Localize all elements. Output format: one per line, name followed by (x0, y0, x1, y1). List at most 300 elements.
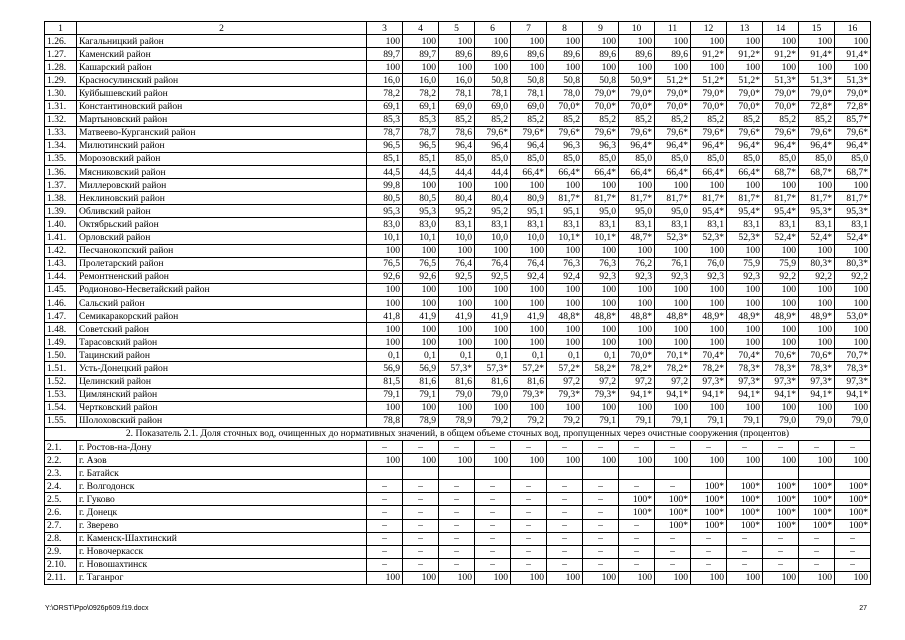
row-number: 1.50. (45, 349, 77, 362)
value-cell: – (799, 532, 835, 545)
value-cell: 100 (511, 454, 547, 467)
value-cell: 89,6 (511, 48, 547, 61)
value-cell: 79,6* (547, 126, 583, 139)
value-cell: 100 (799, 323, 835, 336)
value-cell: 85,0 (619, 152, 655, 165)
value-cell: 100 (403, 454, 439, 467)
table-body (45, 22, 871, 585)
value-cell: – (835, 558, 871, 571)
value-cell: 79,1 (727, 414, 763, 427)
value-cell: 0,1 (367, 349, 403, 362)
value-cell: 70,0* (763, 100, 799, 113)
value-cell: 10,1 (403, 231, 439, 244)
value-cell: 100 (547, 283, 583, 296)
value-cell: 100* (763, 480, 799, 493)
value-cell: 96,4* (763, 139, 799, 152)
value-cell: 76,0 (691, 257, 727, 270)
value-cell: 100 (439, 283, 475, 296)
value-cell: 100 (799, 244, 835, 257)
value-cell: 85,3 (367, 113, 403, 126)
row-number: 1.47. (45, 310, 77, 323)
value-cell: 100 (655, 401, 691, 414)
value-cell (403, 467, 439, 480)
value-cell: 85,2 (511, 113, 547, 126)
value-cell: 85,2 (547, 113, 583, 126)
value-cell: – (439, 506, 475, 519)
row-number: 1.26. (45, 35, 77, 48)
table-row (45, 323, 871, 336)
row-number: 1.34. (45, 139, 77, 152)
value-cell: 68,7* (763, 166, 799, 179)
value-cell: – (547, 480, 583, 493)
value-cell: 0,1 (403, 349, 439, 362)
value-cell: – (403, 532, 439, 545)
value-cell: 81,7* (655, 192, 691, 205)
value-cell: – (655, 441, 691, 454)
value-cell: 89,7 (367, 48, 403, 61)
value-cell: 81,7* (619, 192, 655, 205)
value-cell: 100* (799, 519, 835, 532)
value-cell: 100 (367, 61, 403, 74)
value-cell: – (619, 532, 655, 545)
value-cell: 41,8 (367, 310, 403, 323)
value-cell: 100 (583, 454, 619, 467)
value-cell: 66,4* (511, 166, 547, 179)
header-cell: 1 (45, 22, 77, 35)
row-name: г. Донецк (77, 506, 367, 519)
value-cell: 94,1* (763, 388, 799, 401)
value-cell: 85,1 (403, 152, 439, 165)
value-cell: 79,6* (511, 126, 547, 139)
value-cell: 100 (727, 179, 763, 192)
row-name: г. Батайск (77, 467, 367, 480)
value-cell: 79,1 (655, 414, 691, 427)
value-cell: 70,4* (691, 349, 727, 362)
value-cell: 94,1* (835, 388, 871, 401)
value-cell: 78,0 (547, 87, 583, 100)
value-cell: 66,4* (583, 166, 619, 179)
value-cell: 100 (691, 35, 727, 48)
value-cell: – (403, 493, 439, 506)
row-number: 1.45. (45, 283, 77, 296)
value-cell: 100 (583, 571, 619, 584)
value-cell: 95,3 (403, 205, 439, 218)
table-row (45, 283, 871, 296)
value-cell: 72,8* (835, 100, 871, 113)
value-cell: 89,6 (547, 48, 583, 61)
table-row (45, 467, 871, 480)
value-cell: 79,0* (835, 87, 871, 100)
value-cell: 50,8 (583, 74, 619, 87)
value-cell: 100* (655, 506, 691, 519)
row-number: 2.9. (45, 545, 77, 558)
row-number: 1.38. (45, 192, 77, 205)
value-cell: 0,1 (547, 349, 583, 362)
row-number: 1.28. (45, 61, 77, 74)
table-row (45, 126, 871, 139)
value-cell: 56,9 (403, 362, 439, 375)
value-cell: 100 (763, 283, 799, 296)
value-cell: 76,3 (583, 257, 619, 270)
value-cell: 76,3 (547, 257, 583, 270)
value-cell: 100* (763, 506, 799, 519)
table-row (45, 152, 871, 165)
table-row (45, 179, 871, 192)
value-cell: 85,0 (763, 152, 799, 165)
value-cell: 100 (439, 296, 475, 309)
value-cell: 10,1* (583, 231, 619, 244)
section-row (45, 427, 871, 440)
value-cell: 78,9 (439, 414, 475, 427)
value-cell: 57,2* (547, 362, 583, 375)
row-name: Чертковский район (77, 401, 367, 414)
value-cell: 79,6* (691, 126, 727, 139)
value-cell: – (367, 480, 403, 493)
value-cell: 79,1 (619, 414, 655, 427)
header-cell: 6 (475, 22, 511, 35)
value-cell: 78,2* (655, 362, 691, 375)
value-cell: 100 (475, 244, 511, 257)
value-cell: 100 (763, 296, 799, 309)
value-cell: 100 (403, 35, 439, 48)
value-cell: – (439, 545, 475, 558)
value-cell: 85,2 (475, 113, 511, 126)
value-cell: – (655, 558, 691, 571)
value-cell: 100 (475, 283, 511, 296)
value-cell: 100* (655, 519, 691, 532)
row-number: 1.43. (45, 257, 77, 270)
value-cell: 85,2 (619, 113, 655, 126)
value-cell: – (835, 441, 871, 454)
value-cell: 100 (511, 323, 547, 336)
value-cell: 76,4 (439, 257, 475, 270)
row-name: Кашарский район (77, 61, 367, 74)
table-row (45, 388, 871, 401)
row-number: 1.55. (45, 414, 77, 427)
value-cell: 48,9* (763, 310, 799, 323)
value-cell: 57,2* (511, 362, 547, 375)
row-number: 2.6. (45, 506, 77, 519)
value-cell: 70,1* (655, 349, 691, 362)
value-cell: 100* (691, 519, 727, 532)
value-cell: 10,1* (547, 231, 583, 244)
table-row (45, 113, 871, 126)
value-cell: 100 (619, 323, 655, 336)
value-cell: 89,6 (475, 48, 511, 61)
value-cell: 78,1 (511, 87, 547, 100)
value-cell: 95,3* (799, 205, 835, 218)
row-name: Константиновский район (77, 100, 367, 113)
value-cell: 78,3* (799, 362, 835, 375)
value-cell: 0,1 (511, 349, 547, 362)
value-cell: – (835, 532, 871, 545)
value-cell: 100 (583, 401, 619, 414)
value-cell: 85,2 (583, 113, 619, 126)
value-cell: 79,3* (547, 388, 583, 401)
value-cell: 100* (835, 506, 871, 519)
value-cell: 79,6* (763, 126, 799, 139)
value-cell: 79,0* (619, 87, 655, 100)
value-cell: 83,1 (619, 218, 655, 231)
value-cell: 100 (691, 179, 727, 192)
value-cell: 100 (511, 35, 547, 48)
header-cell: 9 (583, 22, 619, 35)
value-cell (727, 467, 763, 480)
value-cell: 100 (763, 179, 799, 192)
value-cell: 57,3* (439, 362, 475, 375)
table-row (45, 205, 871, 218)
value-cell: – (475, 558, 511, 571)
row-name: Октябрьский район (77, 218, 367, 231)
table-row (45, 532, 871, 545)
value-cell: 70,0* (619, 100, 655, 113)
value-cell: – (691, 545, 727, 558)
value-cell: 85,0 (655, 152, 691, 165)
value-cell: 100* (799, 493, 835, 506)
value-cell: 76,2 (619, 257, 655, 270)
row-number: 2.3. (45, 467, 77, 480)
value-cell: 79,6* (475, 126, 511, 139)
value-cell: 100* (691, 506, 727, 519)
value-cell: 10,0 (439, 231, 475, 244)
table-row (45, 257, 871, 270)
value-cell (547, 467, 583, 480)
value-cell: 79,0 (835, 414, 871, 427)
value-cell: 85,2 (691, 113, 727, 126)
value-cell: – (511, 480, 547, 493)
row-name: Родионово-Несветайский район (77, 283, 367, 296)
value-cell: 81,7* (763, 192, 799, 205)
value-cell: 89,6 (439, 48, 475, 61)
value-cell: 96,3 (583, 139, 619, 152)
value-cell: 83,1 (439, 218, 475, 231)
value-cell: – (763, 532, 799, 545)
value-cell: – (439, 493, 475, 506)
value-cell: – (655, 545, 691, 558)
value-cell: – (403, 441, 439, 454)
header-cell: 12 (691, 22, 727, 35)
value-cell: 100 (439, 336, 475, 349)
value-cell: 83,1 (583, 218, 619, 231)
value-cell: 100 (799, 296, 835, 309)
value-cell: 70,6* (799, 349, 835, 362)
value-cell: 100 (619, 179, 655, 192)
value-cell: 92,2 (799, 270, 835, 283)
value-cell: 100 (763, 244, 799, 257)
value-cell: – (367, 519, 403, 532)
value-cell: 100 (799, 571, 835, 584)
value-cell: 79,6* (799, 126, 835, 139)
value-cell: 100 (727, 61, 763, 74)
value-cell: 52,3* (727, 231, 763, 244)
value-cell: 100 (799, 401, 835, 414)
value-cell: 92,3 (619, 270, 655, 283)
value-cell: 100 (799, 35, 835, 48)
value-cell: 92,3 (583, 270, 619, 283)
value-cell: 68,7* (799, 166, 835, 179)
value-cell: 92,3 (691, 270, 727, 283)
value-cell: 92,6 (403, 270, 439, 283)
value-cell: 78,1 (439, 87, 475, 100)
value-cell: 100 (439, 35, 475, 48)
value-cell: 97,3* (763, 375, 799, 388)
value-cell: 79,0 (763, 414, 799, 427)
value-cell: 96,4* (799, 139, 835, 152)
value-cell: 50,9* (619, 74, 655, 87)
value-cell: 100 (655, 35, 691, 48)
value-cell: – (691, 441, 727, 454)
section-heading: 2. Показатель 2.1. Доля сточных вод, очищенных до нормативных значений, в общем объеме сточных вод, пропущенных через очистные сооружения (процентов) (45, 427, 871, 440)
value-cell: 78,7 (367, 126, 403, 139)
value-cell: 100* (835, 519, 871, 532)
value-cell: 78,9 (403, 414, 439, 427)
value-cell: 83,1 (511, 218, 547, 231)
value-cell: – (511, 493, 547, 506)
value-cell: 80,3* (799, 257, 835, 270)
value-cell: – (403, 558, 439, 571)
value-cell: 10,1 (367, 231, 403, 244)
value-cell: 96,4* (619, 139, 655, 152)
value-cell: 100 (655, 336, 691, 349)
value-cell: 100 (547, 454, 583, 467)
value-cell: – (439, 480, 475, 493)
value-cell: 100 (547, 323, 583, 336)
value-cell: 100* (835, 480, 871, 493)
value-cell: 10,0 (475, 231, 511, 244)
value-cell: 97,2 (583, 375, 619, 388)
value-cell: – (367, 558, 403, 571)
value-cell: – (583, 558, 619, 571)
value-cell: 76,5 (403, 257, 439, 270)
value-cell: 83,1 (547, 218, 583, 231)
row-number: 1.49. (45, 336, 77, 349)
row-name: Кагальницкий район (77, 35, 367, 48)
value-cell: 52,3* (691, 231, 727, 244)
table-row (45, 244, 871, 257)
row-name: Куйбышевский район (77, 87, 367, 100)
value-cell: 81,6 (475, 375, 511, 388)
value-cell: 78,2* (691, 362, 727, 375)
value-cell: 83,0 (403, 218, 439, 231)
value-cell: 89,6 (655, 48, 691, 61)
value-cell: – (691, 532, 727, 545)
row-name: Матвеево-Курганский район (77, 126, 367, 139)
value-cell: 79,6* (655, 126, 691, 139)
row-name: г. Зверево (77, 519, 367, 532)
value-cell: 100 (835, 336, 871, 349)
value-cell: – (439, 519, 475, 532)
value-cell: – (799, 558, 835, 571)
value-cell: – (367, 532, 403, 545)
value-cell: – (403, 519, 439, 532)
value-cell: 10,0 (511, 231, 547, 244)
value-cell: 100 (403, 244, 439, 257)
value-cell: 100 (511, 179, 547, 192)
row-name: Пролетарский район (77, 257, 367, 270)
value-cell: – (619, 545, 655, 558)
value-cell: 48,9* (691, 310, 727, 323)
value-cell: 48,9* (727, 310, 763, 323)
value-cell: 96,4* (727, 139, 763, 152)
value-cell: 79,0* (655, 87, 691, 100)
value-cell: 79,1 (583, 414, 619, 427)
value-cell: 85,0 (547, 152, 583, 165)
row-number: 1.46. (45, 296, 77, 309)
value-cell: 96,4* (691, 139, 727, 152)
value-cell: 100 (403, 571, 439, 584)
value-cell: – (547, 558, 583, 571)
value-cell: 100 (727, 571, 763, 584)
value-cell: 100 (835, 179, 871, 192)
row-number: 1.53. (45, 388, 77, 401)
value-cell: 69,0 (475, 100, 511, 113)
value-cell: 85,2 (799, 113, 835, 126)
value-cell: 78,6 (439, 126, 475, 139)
value-cell: 79,6* (835, 126, 871, 139)
value-cell: – (547, 506, 583, 519)
value-cell: 51,3* (799, 74, 835, 87)
value-cell: – (511, 558, 547, 571)
value-cell: – (547, 441, 583, 454)
value-cell: – (403, 545, 439, 558)
value-cell (655, 467, 691, 480)
value-cell: 100 (835, 244, 871, 257)
row-number: 2.10. (45, 558, 77, 571)
row-name: Усть-Донецкий район (77, 362, 367, 375)
value-cell: 100 (511, 336, 547, 349)
value-cell: 100 (475, 296, 511, 309)
value-cell: 52,4* (799, 231, 835, 244)
value-cell: 100 (511, 401, 547, 414)
value-cell: 79,2 (547, 414, 583, 427)
row-number: 1.37. (45, 179, 77, 192)
data-table (44, 21, 871, 585)
header-cell: 7 (511, 22, 547, 35)
value-cell: 100 (583, 61, 619, 74)
row-name: Миллеровский район (77, 179, 367, 192)
value-cell: 48,8* (655, 310, 691, 323)
value-cell: 100 (367, 401, 403, 414)
value-cell: 85,1 (367, 152, 403, 165)
value-cell: 100 (511, 571, 547, 584)
value-cell: 100 (547, 401, 583, 414)
value-cell: – (475, 545, 511, 558)
value-cell: 100 (655, 571, 691, 584)
row-number: 2.5. (45, 493, 77, 506)
value-cell: 100 (547, 61, 583, 74)
row-name: г. Таганрог (77, 571, 367, 584)
value-cell: 53,0* (835, 310, 871, 323)
value-cell: 70,4* (727, 349, 763, 362)
value-cell: 79,2 (475, 414, 511, 427)
value-cell: 100 (691, 336, 727, 349)
value-cell: 100 (835, 283, 871, 296)
value-cell: – (727, 532, 763, 545)
value-cell: 75,9 (727, 257, 763, 270)
value-cell: 89,6 (619, 48, 655, 61)
value-cell: 79,0 (799, 414, 835, 427)
value-cell: 100 (691, 283, 727, 296)
value-cell: – (727, 545, 763, 558)
value-cell: 100 (475, 61, 511, 74)
value-cell: 100* (799, 480, 835, 493)
value-cell: – (655, 532, 691, 545)
value-cell: 81,6 (403, 375, 439, 388)
value-cell: 100 (727, 244, 763, 257)
value-cell: 99,8 (367, 179, 403, 192)
value-cell: 100 (583, 179, 619, 192)
value-cell: 91,4* (799, 48, 835, 61)
